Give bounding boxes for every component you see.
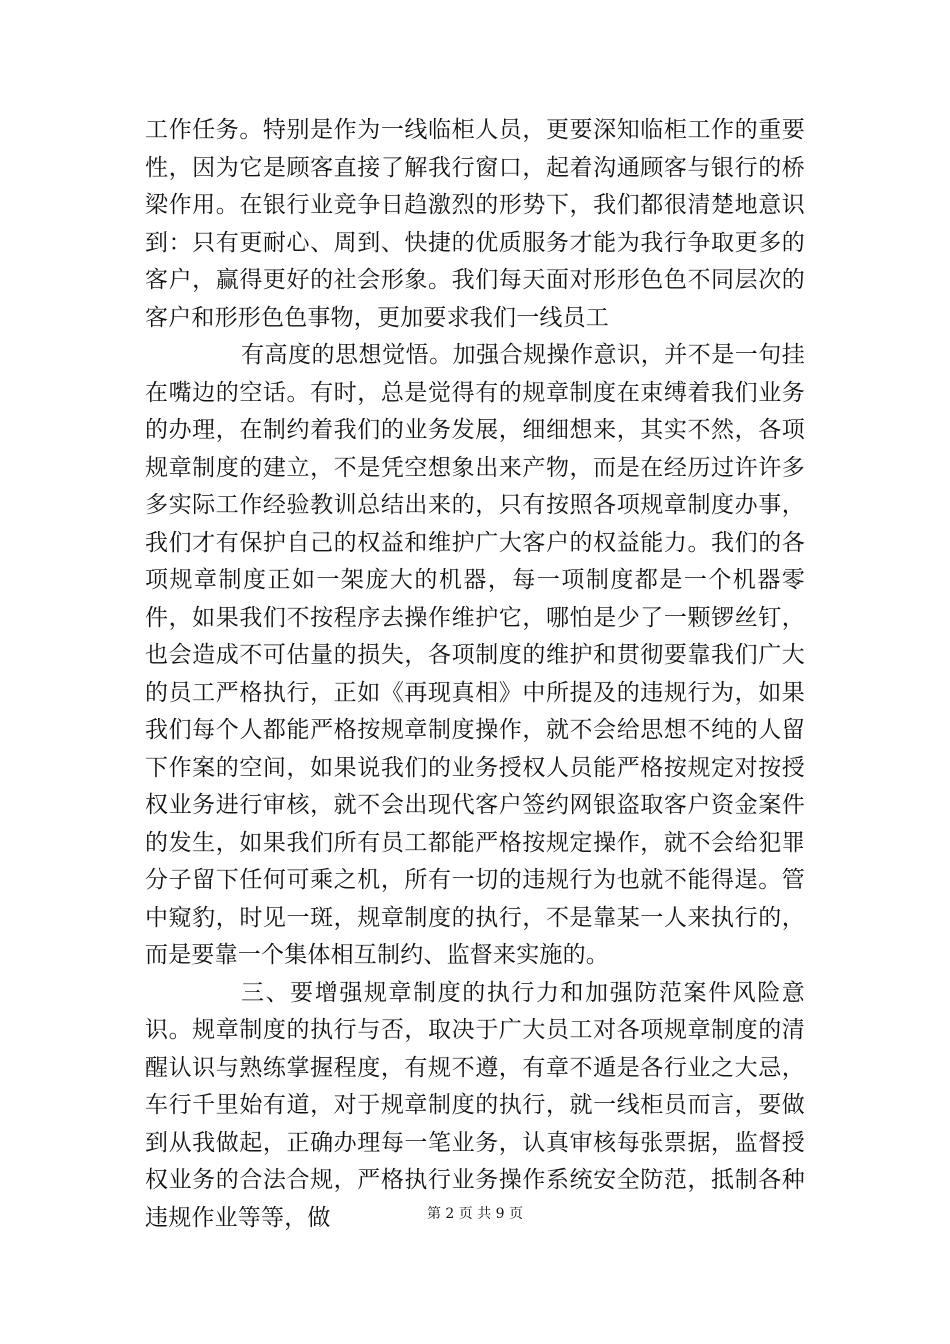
document-body [145,112,805,1237]
paragraph-section-three: 三、要增强规章制度的执行力和加强防范案件风险意识。规章制度的执行与否，取决于广大员工对各项规章制度的清醒认识与熟练掌握程度，有规不遵，有章不遁是各行业之大忌，车行千里始有道，对于规章制度的执行，就一线柜员而言，要做到从我做起，正确办理每一笔业务，认真审核每张票据，监督授权业务的合法合规，严格执行业务操作系统安全防范，抵制各种违规作业等等，做 [145,979,805,1231]
page-number-footer: 第 2 页 共 9 页 [426,1206,524,1222]
paragraph-continuation: 工作任务。特别是作为一线临柜人员，更要深知临柜工作的重要性，因为它是顾客直接了解我行窗口，起着沟通顾客与银行的桥梁作用。在银行业竞争日趋激烈的形势下，我们都很清楚地意识到：只有更耐心、周到、快捷的优质服务才能为我行争取更多的客户，赢得更好的社会形象。我们每天面对形形色色不同层次的客户和形形色色事物，更加要求我们一线员工 [145,117,805,331]
paragraph-compliance: 有高度的思想觉悟。加强合规操作意识，并不是一句挂在嘴边的空话。有时，总是觉得有的规章制度在束缚着我们业务的办理，在制约着我们的业务发展，细细想来，其实不然，各项规章制度的建立，不是凭空想象出来产物，而是在经历过许许多多实际工作经验教训总结出来的，只有按照各项规章制度办事，我们才有保护自己的权益和维护广大客户的权益能力。我们的各项规章制度正如一架庞大的机器，每一项制度都是一个机器零件，如果我们不按程序去操作维护它，哪怕是少了一颗锣丝钉，也会造成不可估量的损失，各项制度的维护和贯彻要靠我们广大的员工严格执行，正如《再现真相》中所提及的违规行为，如果我们每个人都能严格按规章制度操作，就不会给思想不纯的人留下作案的空间，如果说我们的业务授权人员能严格按规定对按授权业务进行审核，就不会出现代客户签约网银盗取客户资金案件的发生，如果我们所有员工都能严格按规定操作，就不会给犯罪分子留下任何可乘之机，所有一切的违规行为也就不能得逞。管中窥豹，时见一斑，规章制度的执行，不是靠某一人来执行的，而是要靠一个集体相互制约、监督来实施的。 [145,342,805,968]
